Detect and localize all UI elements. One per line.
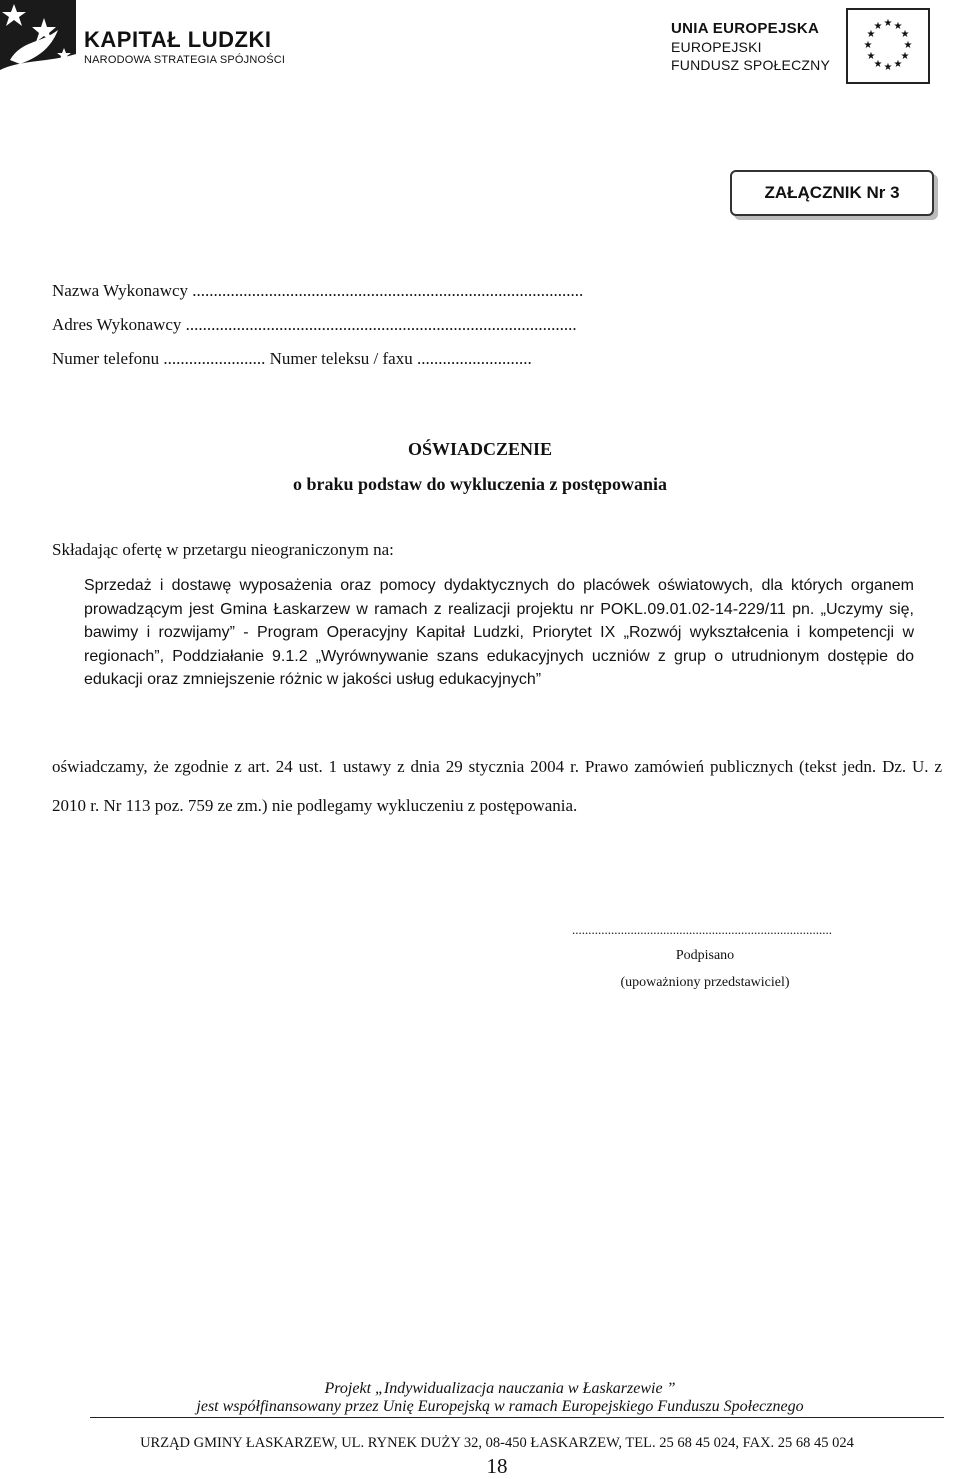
svg-text:★: ★ bbox=[873, 59, 883, 70]
eu-logo-line1: UNIA EUROPEJSKA bbox=[671, 20, 820, 37]
statement-title: OŚWIADCZENIE bbox=[407, 439, 553, 459]
svg-text:★: ★ bbox=[883, 18, 893, 29]
kapital-ludzki-logo-icon bbox=[0, 0, 76, 76]
footer-address: URZĄD GMINY ŁASKARZEW, UL. RYNEK DUŻY 32, 08-450 ŁASKARZEW, TEL. 25 68 45 024, FAX. 25 68 45 024 bbox=[140, 1435, 854, 1451]
signature-signed: Podpisano bbox=[675, 948, 735, 963]
svg-text:★: ★ bbox=[866, 51, 876, 62]
declaration-text: oświadczamy, że zgodnie z art. 24 ust. 1 ustawy z dnia 29 stycznia 2004 r. Prawo zamówień publicznych (tekst jedn. Dz. U. z 2010 r. Nr 113 poz. 759 ze zm.) nie podlegamy wykluczeniu z postępowania. bbox=[52, 757, 942, 815]
footer-project-line: Projekt „Indywidualizacja nauczania w Łaskarzewie ” bbox=[324, 1380, 676, 1397]
svg-text:★: ★ bbox=[900, 51, 910, 62]
svg-text:★: ★ bbox=[903, 40, 913, 51]
eu-flag-icon bbox=[846, 8, 930, 84]
signature-line: ................................................................................ bbox=[572, 922, 832, 937]
contractor-name-line: Nazwa Wykonawcy ............................................................................................ bbox=[52, 281, 584, 300]
svg-text:★: ★ bbox=[883, 62, 893, 73]
statement-subtitle: o braku podstaw do wykluczenia z postępowania bbox=[292, 474, 668, 494]
svg-text:★: ★ bbox=[863, 40, 873, 51]
eu-stars-icon bbox=[848, 10, 928, 82]
svg-text:★: ★ bbox=[866, 29, 876, 40]
footer-divider bbox=[90, 1417, 944, 1418]
kapital-ludzki-subtitle: NARODOWA STRATEGIA SPÓJNOŚCI bbox=[84, 54, 286, 66]
svg-text:★: ★ bbox=[893, 21, 903, 32]
intro-text: Składając ofertę w przetargu nieograniczonym na: bbox=[52, 540, 394, 559]
eu-logo-text bbox=[671, 20, 830, 74]
annex-label: ZAŁĄCZNIK Nr 3 bbox=[730, 170, 934, 216]
kapital-ludzki-title: KAPITAŁ LUDZKI bbox=[84, 27, 272, 52]
kapital-ludzki-logo bbox=[0, 0, 300, 80]
contractor-address-line: Adres Wykonawcy ............................................................................................ bbox=[52, 315, 577, 334]
eu-logo-line3: FUNDUSZ SPOŁECZNY bbox=[671, 57, 830, 73]
footer-funding-line: jest współfinansowany przez Unię Europejską w ramach Europejskiego Funduszu Społecznego bbox=[196, 1398, 804, 1415]
eu-logo-line2: EUROPEJSKI bbox=[671, 39, 762, 55]
svg-text:★: ★ bbox=[873, 21, 883, 32]
svg-text:★: ★ bbox=[900, 29, 910, 40]
page-number: 18 bbox=[486, 1454, 508, 1478]
contractor-phone-line: Numer telefonu ........................ Numer teleksu / faxu ........................... bbox=[52, 349, 532, 368]
svg-text:★: ★ bbox=[893, 59, 903, 70]
signature-role: (upoważniony przedstawiciel) bbox=[620, 975, 790, 990]
tender-subject: Sprzedaż i dostawę wyposażenia oraz pomocy dydaktycznych do placówek oświatowych, dla których organem prowadzącym jest Gmina Łaskarzew w ramach z realizacji projektu nr POKL.09.01.02-14-229/11 pn. „Uczymy się, bawimy i rozwijamy” - Program Operacyjny Kapitał Ludzki, Priorytet IX „Rozwój wykształcenia i kompetencji w regionach”, Poddziałanie 9.1.2 „Wyrównywanie szans edukacyjnych uczniów z grup o utrudnionym dostępie do edukacji oraz zmniejszenie różnic w jakości usług edukacyjnych” bbox=[84, 577, 914, 688]
